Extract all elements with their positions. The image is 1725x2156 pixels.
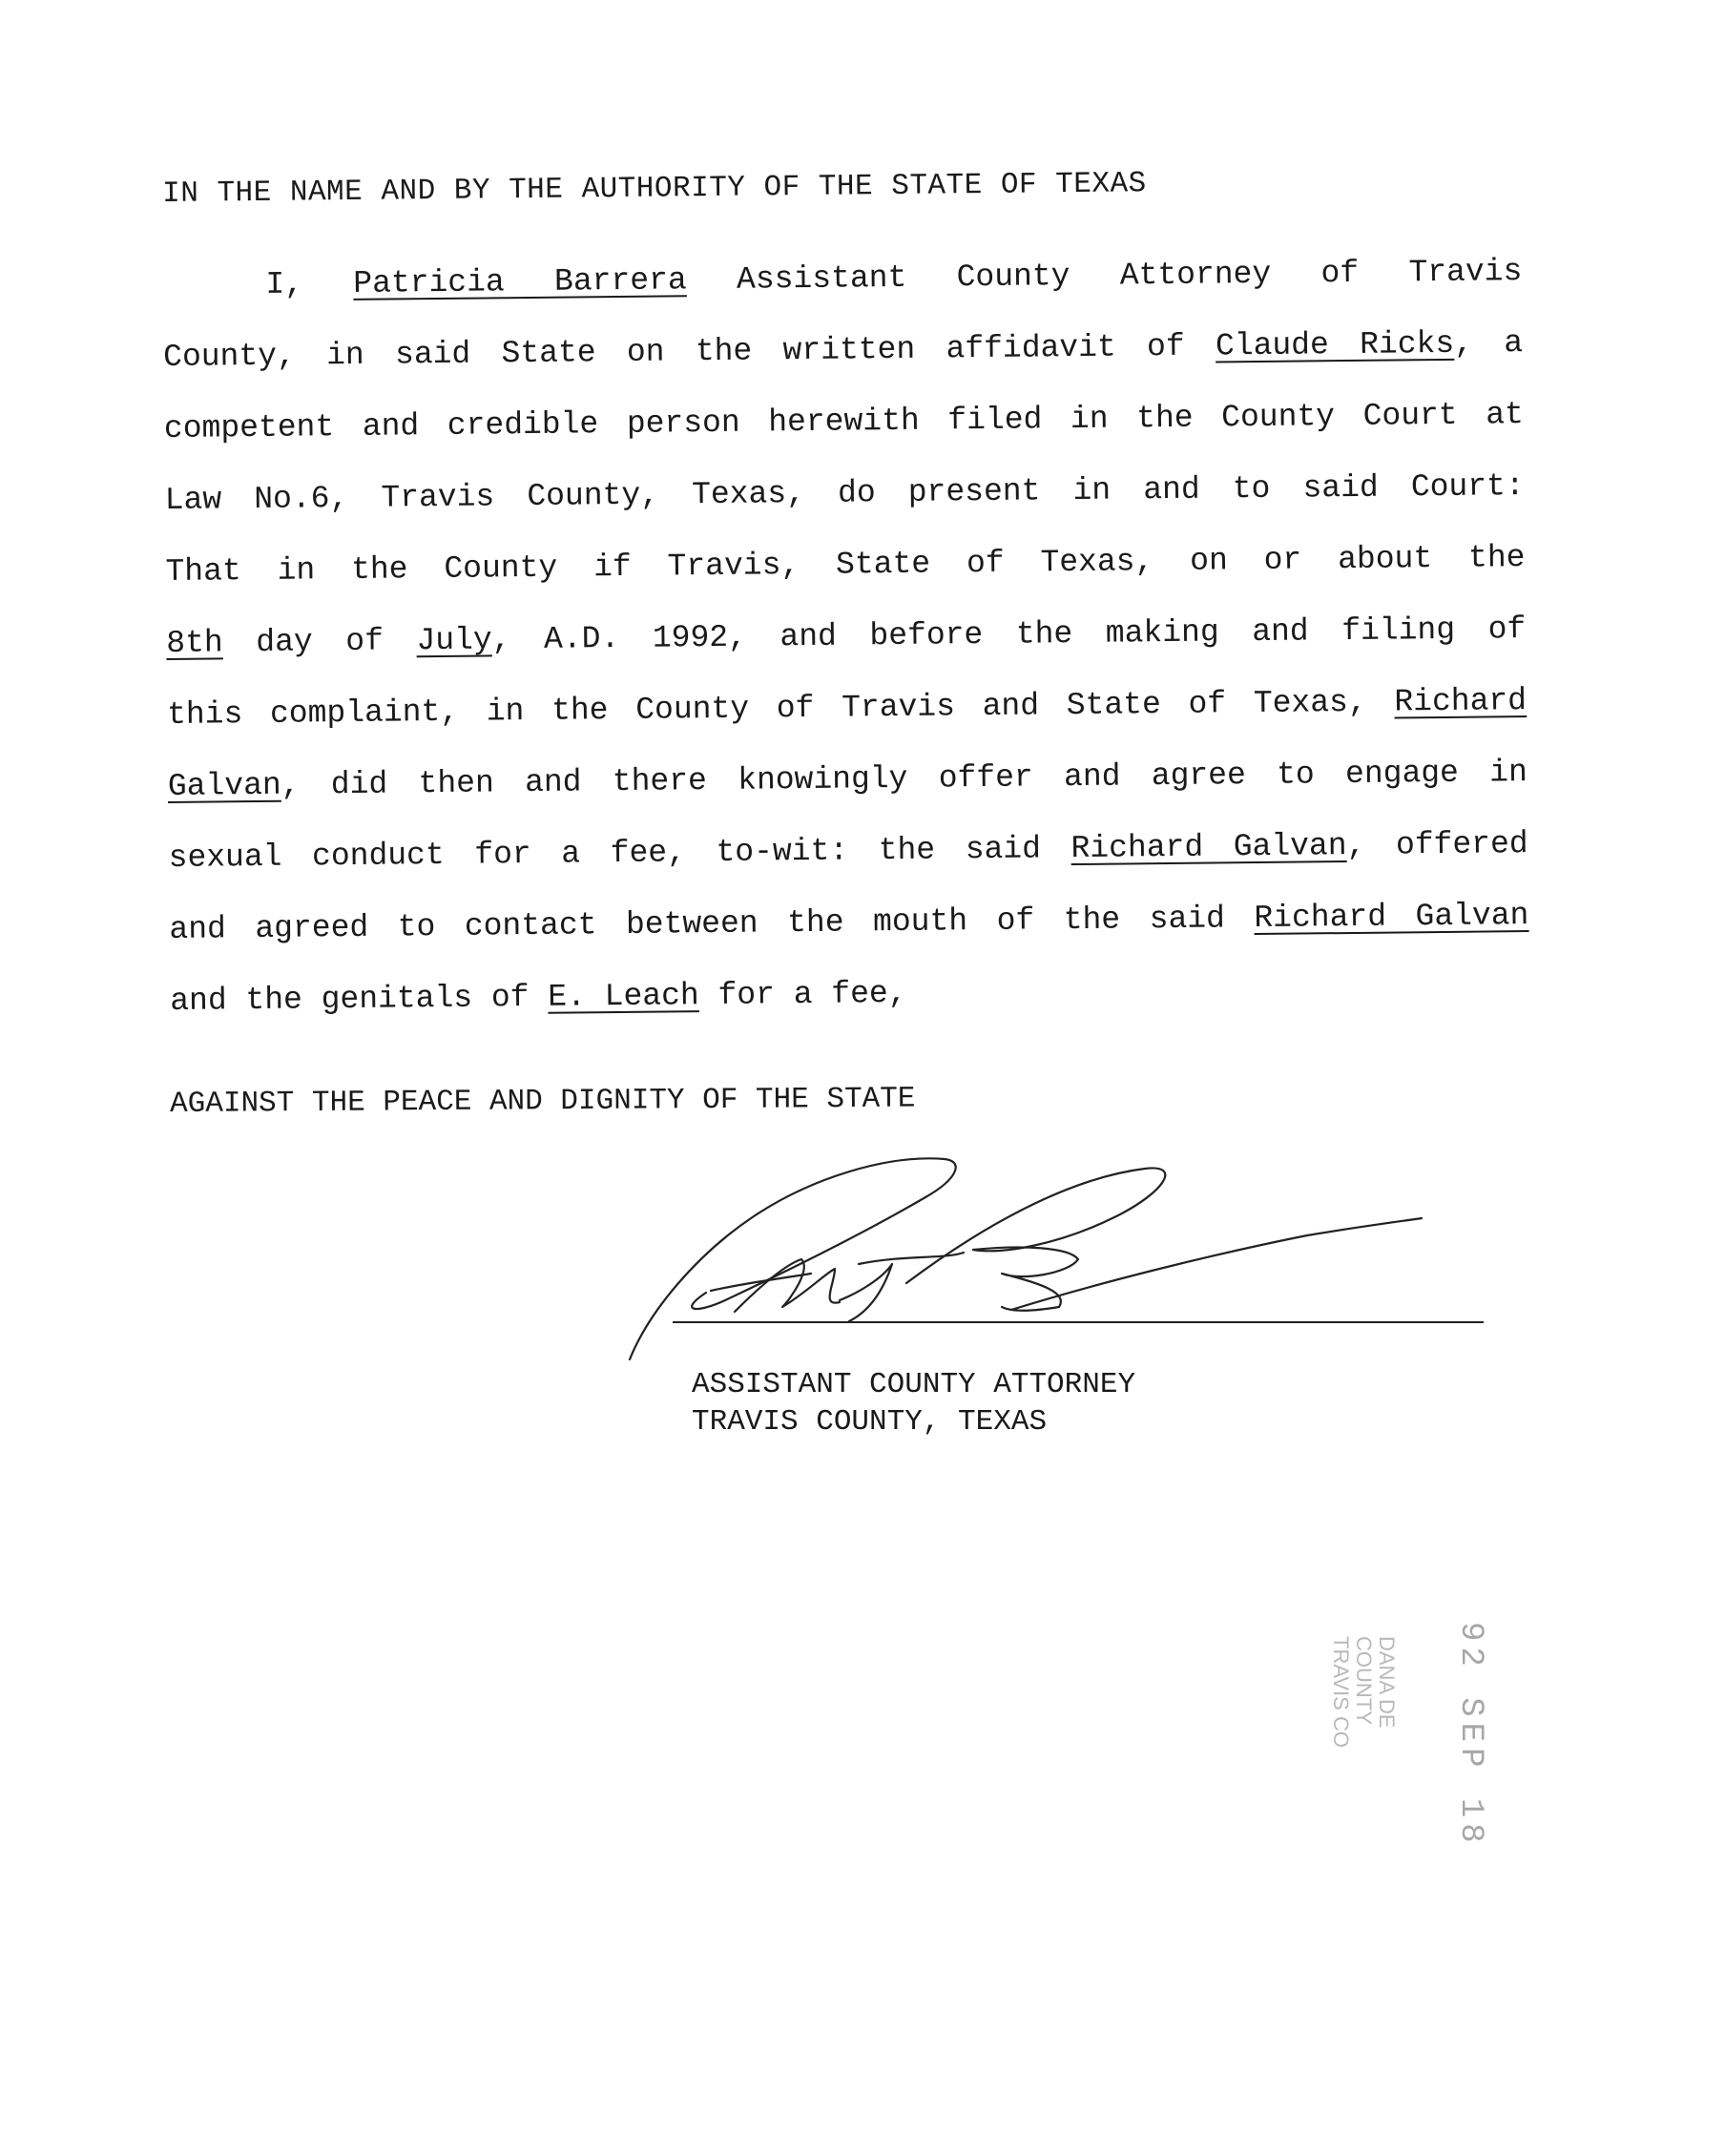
affiant-name: Claude Ricks <box>1215 325 1455 364</box>
text-segment: and agreed to contact between the mouth of the said <box>169 901 1255 947</box>
text-segment: County, in said State on the written affidavit of <box>162 328 1216 375</box>
attorney-name: Patricia Barrera <box>353 262 687 301</box>
text-segment: I, <box>265 265 354 302</box>
defendant-name: Richard Galvan <box>1254 898 1529 937</box>
text-segment: , a <box>1453 325 1524 362</box>
stamp-office <box>1329 1636 1398 1748</box>
signature-title-line-2: TRAVIS COUNTY, TEXAS <box>692 1405 1048 1439</box>
body-line-10 <box>169 880 1529 965</box>
text-segment: and the genitals of <box>170 979 549 1019</box>
body-line-11 <box>170 951 1530 1037</box>
stamp-office-line-1: DANA DE <box>1375 1636 1399 1729</box>
offense-day: 8th <box>166 625 223 661</box>
text-segment: , offered <box>1346 826 1528 864</box>
filed-stamp <box>1307 1622 1565 1965</box>
text-segment: Assistant County Attorney of Travis <box>686 254 1523 299</box>
closing-statement: AGAINST THE PEACE AND DIGNITY OF THE STATE <box>170 1082 916 1121</box>
body-line-3: competent and credible person herewith filed in the County Court at <box>163 397 1525 446</box>
text-segment: day of <box>222 623 417 661</box>
stamp-office-line-2: COUNTY <box>1352 1636 1376 1725</box>
text-segment: , did then and there knowingly offer and agree to engage in <box>281 755 1528 803</box>
complaint-body <box>162 236 1530 1037</box>
defendant-name-part2: Galvan <box>167 767 281 804</box>
document-heading: IN THE NAME AND BY THE AUTHORITY OF THE STATE OF TEXAS <box>162 167 1147 211</box>
signature-title-line-1: ASSISTANT COUNTY ATTORNEY <box>692 1368 1136 1401</box>
stamp-office-line-3: TRAVIS CO <box>1329 1636 1353 1748</box>
stamp-date: 92 SEP 18 <box>1452 1622 1488 1849</box>
defendant-name: Richard Galvan <box>1070 828 1347 867</box>
offense-month: July <box>416 622 492 659</box>
text-segment: this complaint, in the County of Travis and State of Texas, <box>166 684 1395 733</box>
body-line-5: That in the County if Travis, State of Texas, on or about the <box>165 540 1526 590</box>
defendant-name-part1: Richard <box>1394 683 1528 720</box>
body-line-4: Law No.6, Travis County, Texas, do present in and to said Court: <box>164 468 1525 518</box>
text-segment: for a fee, <box>698 975 907 1014</box>
officer-name: E. Leach <box>548 978 699 1015</box>
text-segment: , A.D. 1992, and before the making and filing of <box>491 612 1527 658</box>
text-segment: sexual conduct for a fee, to-wit: the said <box>168 831 1071 876</box>
signature-title <box>692 1366 1135 1441</box>
signature-line <box>673 1321 1484 1323</box>
handwritten-signature <box>620 1140 1479 1388</box>
